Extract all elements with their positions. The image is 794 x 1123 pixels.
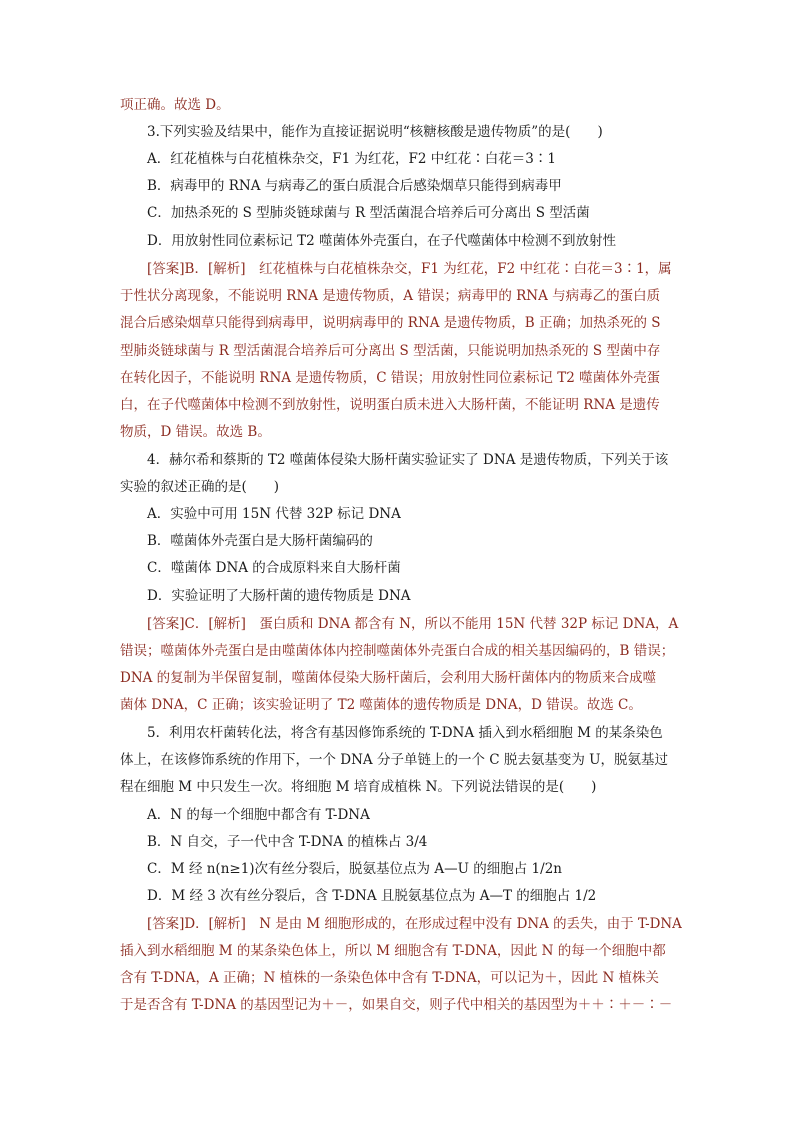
q3-option-b: B．病毒甲的 RNA 与病毒乙的蛋白质混合后感染烟草只能得到病毒甲 (147, 178, 562, 194)
q3-answer-line: 混合后感染烟草只能得到病毒甲，说明病毒甲的 RNA 是遗传物质，B 正确；加热杀死的 S (120, 315, 661, 331)
q5-option-a: A．N 的每一个细胞中都含有 T-DNA (147, 807, 370, 823)
q3-answer-line: 于性状分离现象，不能说明 RNA 是遗传物质，A 错误；病毒甲的 RNA 与病毒乙的蛋白质 (120, 288, 661, 304)
q5-stem-line: 体上，在该修饰系统的作用下，一个 DNA 分子单链上的一个 C 脱去氨基变为 U，脱氨基过 (120, 752, 669, 768)
q5-answer-line: 含有 T-DNA，A 正确；N 植株的一条染色体中含有 T-DNA，可以记为＋，因此 N 植株关 (120, 970, 660, 986)
q4-stem-line: 4．赫尔希和蔡斯的 T2 噬菌体侵染大肠杆菌实验证实了 DNA 是遗传物质，下列关于该 (147, 452, 669, 468)
q5-answer-line: 于是否含有 T-DNA 的基因型记为＋－，如果自交，则子代中相关的基因型为＋＋∶＋－∶－ (120, 997, 673, 1013)
q4-option-b: B．噬菌体外壳蛋白是大肠杆菌编码的 (147, 533, 373, 549)
q5-answer-line: [答案]D．[解析] N 是由 M 细胞形成的，在形成过程中没有 DNA 的丢失，由于 T-DNA (147, 916, 682, 932)
q3-answer-line: 物质，D 错误。故选 B。 (120, 424, 271, 440)
q5-option-c: C．M 经 n(n≥1)次有丝分裂后，脱氨基位点为 A—U 的细胞占 1/2n (147, 861, 562, 877)
q5-option-b: B．N 自交，子一代中含 T-DNA 的植株占 3/4 (147, 834, 428, 850)
q5-answer-line: 插入到水稻细胞 M 的某条染色体上，所以 M 细胞含有 T-DNA，因此 N 的每一个细胞中都 (120, 943, 666, 959)
q3-option-a: A．红花植株与白花植株杂交，F1 为红花，F2 中红花∶白花＝3∶1 (147, 151, 556, 167)
q3-answer-line: 在转化因子，不能说明 RNA 是遗传物质，C 错误；用放射性同位素标记 T2 噬菌体外壳蛋 (120, 370, 661, 386)
intro-line: 项正确。故选 D。 (120, 97, 230, 113)
q4-answer-line: [答案]C．[解析] 蛋白质和 DNA 都含有 N，所以不能用 15N 代替 32P 标记 DNA，A (147, 616, 679, 632)
q3-option-d: D．用放射性同位素标记 T2 噬菌体外壳蛋白，在子代噬菌体中检测不到放射性 (147, 233, 616, 249)
q4-option-a: A．实验中可用 15N 代替 32P 标记 DNA (147, 506, 401, 522)
q3-answer-line: 型肺炎链球菌与 R 型活菌混合培养后可分离出 S 型活菌，只能说明加热杀死的 S 型菌中存 (120, 343, 661, 359)
q3-answer-line: 白，在子代噬菌体中检测不到放射性，说明蛋白质未进入大肠杆菌，不能证明 RNA 是遗传 (120, 397, 660, 413)
q4-answer-line: 错误；噬菌体外壳蛋白是由噬菌体体内控制噬菌体外壳蛋白合成的相关基因编码的，B 错误； (120, 643, 675, 659)
q4-stem-line: 实验的叙述正确的是( ) (120, 479, 280, 495)
q4-option-c: C．噬菌体 DNA 的合成原料来自大肠杆菌 (147, 560, 401, 576)
q5-stem-line: 5．利用农杆菌转化法，将含有基因修饰系统的 T-DNA 插入到水稻细胞 M 的某条染色 (147, 725, 663, 741)
q4-answer-line: 菌体 DNA，C 正确；该实验证明了 T2 噬菌体的遗传物质是 DNA，D 错误。故选 C。 (120, 697, 642, 713)
q3-stem: 3.下列实验及结果中，能作为直接证据说明“核糖核酸是遗传物质”的是( ) (147, 124, 603, 140)
q3-answer-line: [答案]B．[解析] 红花植株与白花植株杂交，F1 为红花，F2 中红花∶白花＝3∶1，属 (147, 261, 672, 277)
q3-option-c: C．加热杀死的 S 型肺炎链球菌与 R 型活菌混合培养后可分离出 S 型活菌 (147, 205, 590, 221)
q5-option-d: D．M 经 3 次有丝分裂后，含 T-DNA 且脱氨基位点为 A—T 的细胞占 1/2 (147, 888, 597, 904)
q4-option-d: D．实验证明了大肠杆菌的遗传物质是 DNA (147, 588, 411, 604)
q5-stem-line: 程在细胞 M 中只发生一次。将细胞 M 培育成植株 N。下列说法错误的是( ) (120, 779, 597, 795)
q4-answer-line: DNA 的复制为半保留复制，噬菌体侵染大肠杆菌后，会利用大肠杆菌体内的物质来合成噬 (120, 670, 657, 686)
